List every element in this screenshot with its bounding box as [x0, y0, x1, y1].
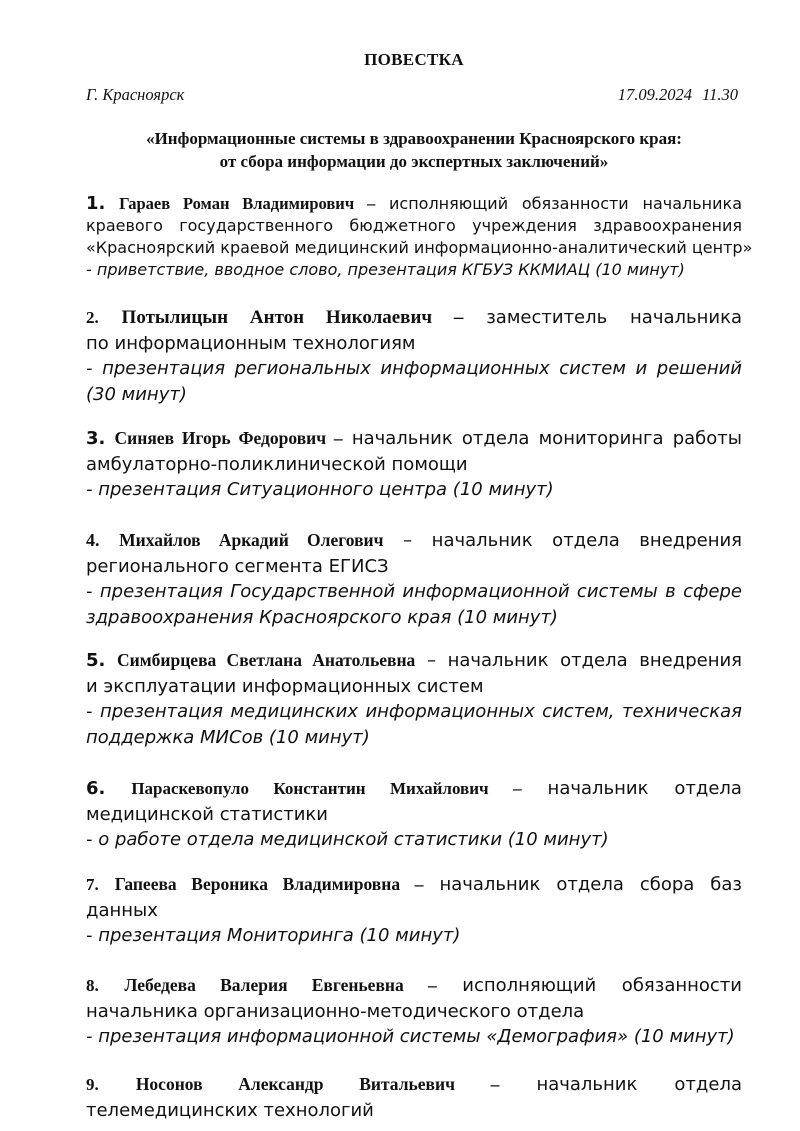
speaker-role-cont: по информационным технологиям — [86, 332, 416, 354]
speaker-role: исполняющий обязанности — [462, 975, 742, 996]
agenda-item-1 — [86, 193, 753, 281]
talk-topic: - презентация информационной системы «Демография» (10 минут) — [86, 1026, 735, 1047]
agenda-item-6-heading — [86, 776, 742, 802]
item-number: 1. — [86, 193, 106, 214]
speaker-role-cont: телемедицинских технологий — [86, 1099, 374, 1121]
item-number: 7. — [86, 875, 99, 894]
agenda-item-9-heading — [86, 1072, 742, 1098]
agenda-item-8 — [86, 973, 742, 1050]
talk-topic: - приветствие, вводное слово, презентация КГБУЗ ККМИАЦ (10 минут) — [86, 260, 685, 279]
agenda-item-2-heading — [86, 305, 742, 331]
speaker-role: начальник отдела — [547, 778, 742, 799]
agenda-subject — [0, 127, 800, 173]
agenda-item-4-heading — [86, 528, 742, 554]
speaker-role: начальник отдела сбора баз — [439, 874, 742, 895]
speaker-role-cont: данных — [86, 899, 158, 921]
document-title: ПОВЕСТКА — [364, 50, 464, 69]
speaker-role-cont: и эксплуатации информационных систем — [86, 675, 484, 697]
speaker-role: – начальник отдела внедрения — [426, 650, 742, 671]
agenda-item-5 — [86, 648, 742, 750]
talk-topic-cont: (30 минут) — [86, 383, 187, 405]
talk-topic: - презентация Мониторинга (10 минут) — [86, 925, 461, 946]
agenda-item-1-heading — [86, 193, 742, 215]
speaker-name: Гараев Роман Владимирович – — [119, 194, 376, 213]
talk-topic: - презентация Ситуационного центра (10 минут) — [86, 479, 554, 500]
speaker-name: Гапеева Вероника Владимировна – — [114, 874, 424, 894]
talk-topic: - о работе отдела медицинской статистики (10 минут) — [86, 829, 609, 850]
speaker-role: исполняющий обязанности начальника — [389, 194, 742, 213]
speaker-role-cont: амбулаторно-поликлинической помощи — [86, 453, 468, 475]
agenda-item-8-heading — [86, 973, 742, 999]
item-number: 4. — [86, 530, 100, 550]
subject-line-2: от сбора информации до экспертных заключений» — [219, 152, 609, 171]
item-number: 6. — [86, 778, 106, 799]
talk-topic: - презентация региональных информационных систем и решений — [86, 358, 742, 379]
agenda-item-5-heading — [86, 648, 742, 674]
item-number: 5. — [86, 650, 106, 671]
speaker-name: Синяев Игорь Федорович – — [114, 428, 343, 448]
speaker-name: Симбирцева Светлана Анатольевна — [117, 650, 416, 670]
item-number: 2. — [86, 308, 99, 327]
speaker-role-cont: регионального сегмента ЕГИСЗ — [86, 555, 389, 577]
talk-topic-cont: поддержка МИСов (10 минут) — [86, 726, 370, 748]
speaker-role-cont: краевого государственного бюджетного учреждения здравоохранения — [86, 216, 742, 235]
speaker-name: Лебедева Валерия Евгеньевна – — [124, 975, 437, 995]
speaker-name: Параскевопуло Константин Михайлович – — [131, 779, 522, 798]
speaker-role-cont: начальника организационно-методического отдела — [86, 1000, 585, 1022]
agenda-item-7 — [86, 872, 742, 949]
speaker-role: начальник отдела — [536, 1074, 742, 1095]
city-label: Г. Красноярск — [86, 85, 185, 104]
speaker-role: заместитель начальника — [486, 307, 742, 328]
speaker-role: начальник отдела мониторинга работы — [351, 428, 742, 449]
talk-topic-cont: здравоохранения Красноярского края (10 минут) — [86, 606, 558, 628]
agenda-item-3 — [86, 426, 742, 503]
subject-line-1: «Информационные системы в здравоохранении Красноярского края: — [146, 129, 682, 148]
talk-topic: - презентация медицинских информационных систем, техническая — [86, 701, 742, 722]
item-number: 9. — [86, 1075, 99, 1094]
speaker-name: Потылицын Антон Николаевич – — [121, 307, 464, 328]
speaker-name: Носонов Александр Витальевич – — [135, 1074, 500, 1094]
speaker-role: – начальник отдела внедрения — [403, 530, 743, 551]
talk-topic: - презентация Государственной информационной системы в сфере — [86, 581, 742, 602]
item-number: 3. — [86, 428, 106, 449]
agenda-item-6 — [86, 776, 742, 853]
item-number: 8. — [86, 976, 99, 995]
agenda-item-9 — [86, 1072, 742, 1123]
agenda-item-7-heading — [86, 872, 742, 898]
speaker-role-cont: «Красноярский краевой медицинский информационно-аналитический центр» — [86, 238, 753, 257]
speaker-role-cont: медицинской статистики — [86, 803, 328, 825]
date-time: 17.09.2024 11.30 — [617, 85, 738, 104]
agenda-item-2 — [86, 305, 742, 407]
agenda-item-4 — [86, 528, 742, 630]
agenda-item-3-heading — [86, 426, 742, 452]
speaker-name: Михайлов Аркадий Олегович — [119, 530, 384, 550]
